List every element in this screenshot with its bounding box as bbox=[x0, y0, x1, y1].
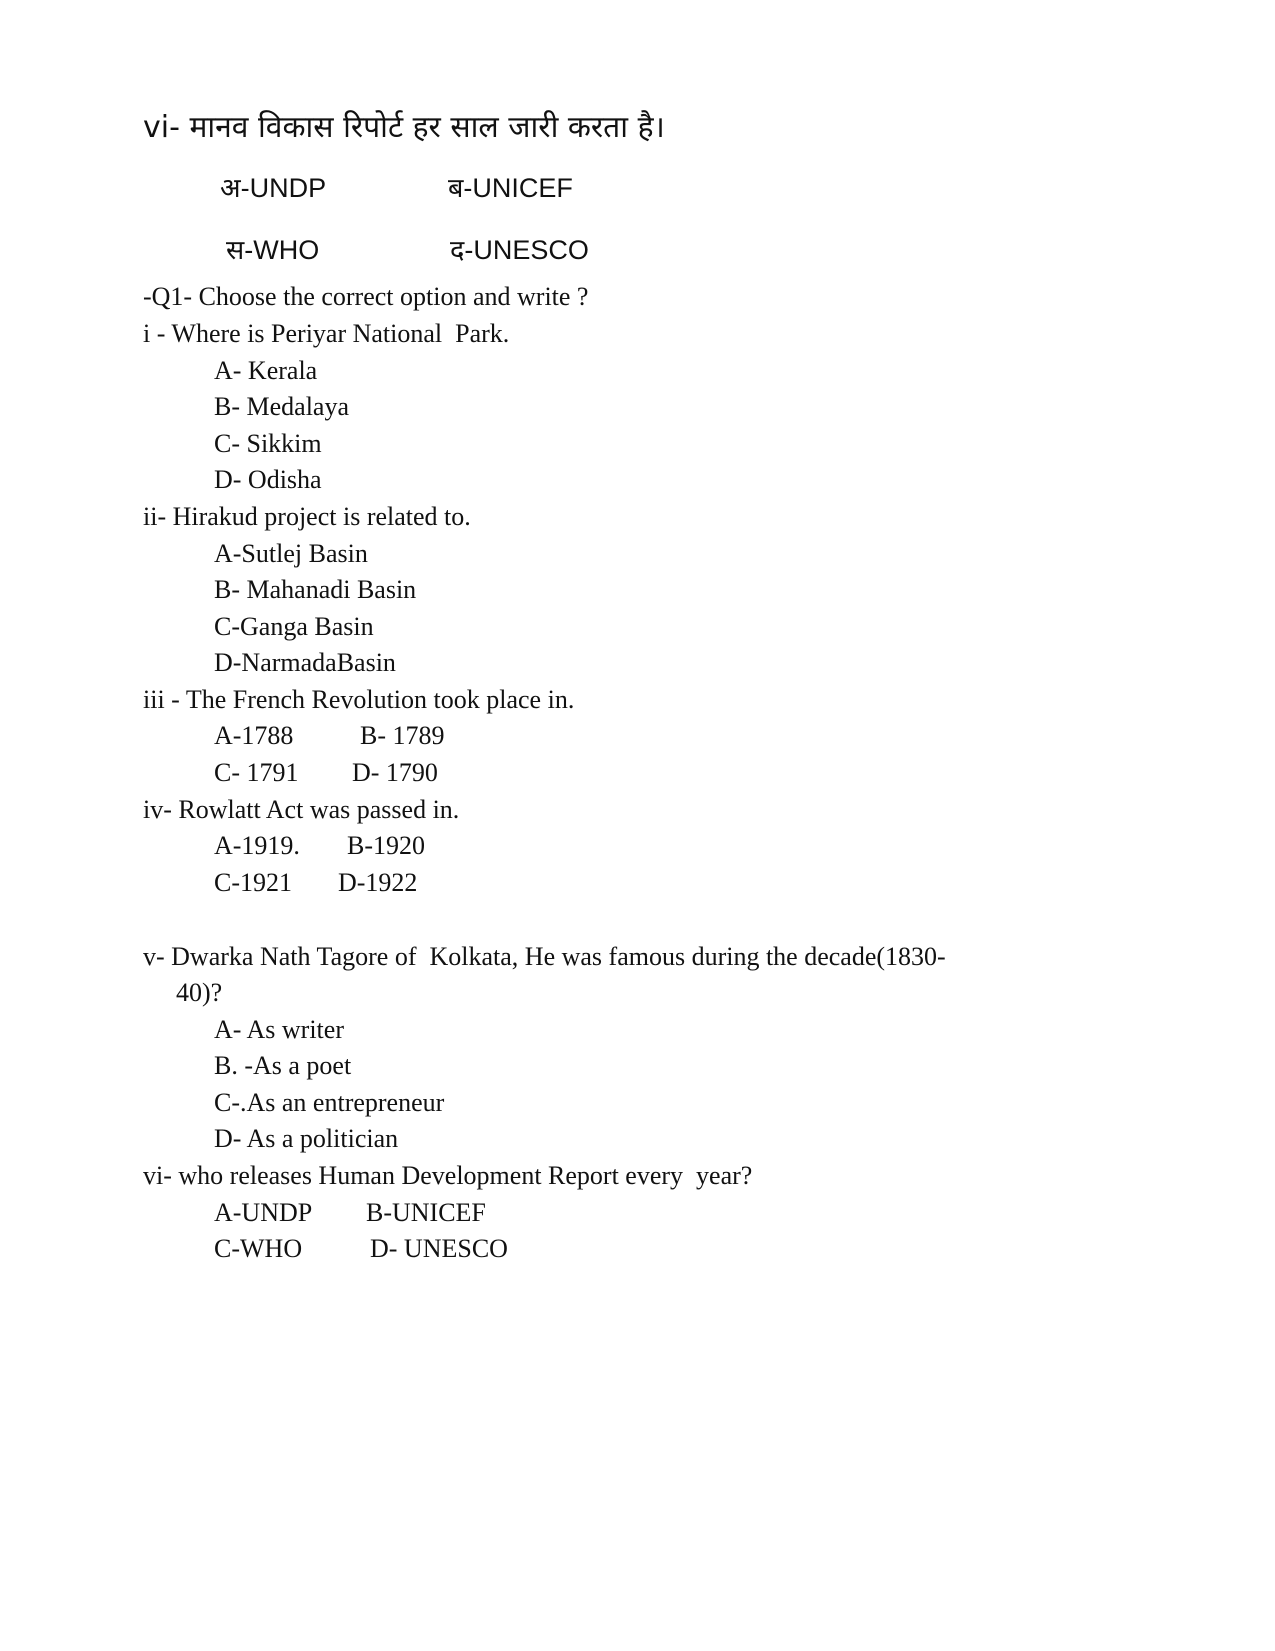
question-5-option-d: D- As a politician bbox=[214, 1124, 399, 1153]
question-3-option-d: D- 1790 bbox=[352, 758, 438, 787]
question-4-option-b: B-1920 bbox=[347, 831, 425, 860]
question-6-option-d: D- UNESCO bbox=[370, 1234, 508, 1263]
question-2-option-b: B- Mahanadi Basin bbox=[214, 575, 417, 604]
question-2-option-c: C-Ganga Basin bbox=[214, 612, 374, 641]
section-title: -Q1- Choose the correct option and write ? bbox=[143, 282, 589, 311]
question-5-text-line1: v- Dwarka Nath Tagore of Kolkata, He was famous during the decade(1830- bbox=[143, 942, 946, 971]
question-4-option-a: A-1919. bbox=[214, 831, 300, 860]
question-3-option-a: A-1788 bbox=[214, 721, 294, 750]
question-5-text-line2: 40)? bbox=[176, 978, 223, 1007]
question-3-text: iii - The French Revolution took place in. bbox=[143, 685, 575, 714]
question-6-option-a: A-UNDP bbox=[214, 1198, 313, 1227]
question-1-option-d: D- Odisha bbox=[214, 465, 322, 494]
question-1-option-b: B- Medalaya bbox=[214, 392, 350, 421]
question-6-text: vi- who releases Human Development Report every year? bbox=[143, 1161, 753, 1190]
hindi-option-a: अ-UNDP bbox=[220, 173, 327, 203]
question-4-option-c: C-1921 bbox=[214, 868, 292, 897]
hindi-option-b: ब-UNICEF bbox=[448, 173, 573, 203]
question-3-option-c: C- 1791 bbox=[214, 758, 299, 787]
question-2-option-a: A-Sutlej Basin bbox=[214, 539, 368, 568]
question-3-option-b: B- 1789 bbox=[360, 721, 445, 750]
hindi-option-d: द-UNESCO bbox=[450, 235, 589, 265]
question-5-option-b: B. -As a poet bbox=[214, 1051, 352, 1080]
question-6-option-c: C-WHO bbox=[214, 1234, 303, 1263]
hindi-option-c: स-WHO bbox=[226, 235, 320, 265]
question-6-option-b: B-UNICEF bbox=[366, 1198, 486, 1227]
question-4-option-d: D-1922 bbox=[338, 868, 418, 897]
hindi-question-text: vi- मानव विकास रिपोर्ट हर साल जारी करता है। bbox=[143, 110, 665, 145]
question-1-option-a: A- Kerala bbox=[214, 356, 318, 385]
question-2-option-d: D-NarmadaBasin bbox=[214, 648, 396, 677]
question-4-text: iv- Rowlatt Act was passed in. bbox=[143, 795, 460, 824]
question-1-option-c: C- Sikkim bbox=[214, 429, 322, 458]
question-1-text: i - Where is Periyar National Park. bbox=[143, 319, 510, 348]
question-2-text: ii- Hirakud project is related to. bbox=[143, 502, 471, 531]
question-5-option-a: A- As writer bbox=[214, 1015, 344, 1044]
question-5-option-c: C-.As an entrepreneur bbox=[214, 1088, 445, 1117]
